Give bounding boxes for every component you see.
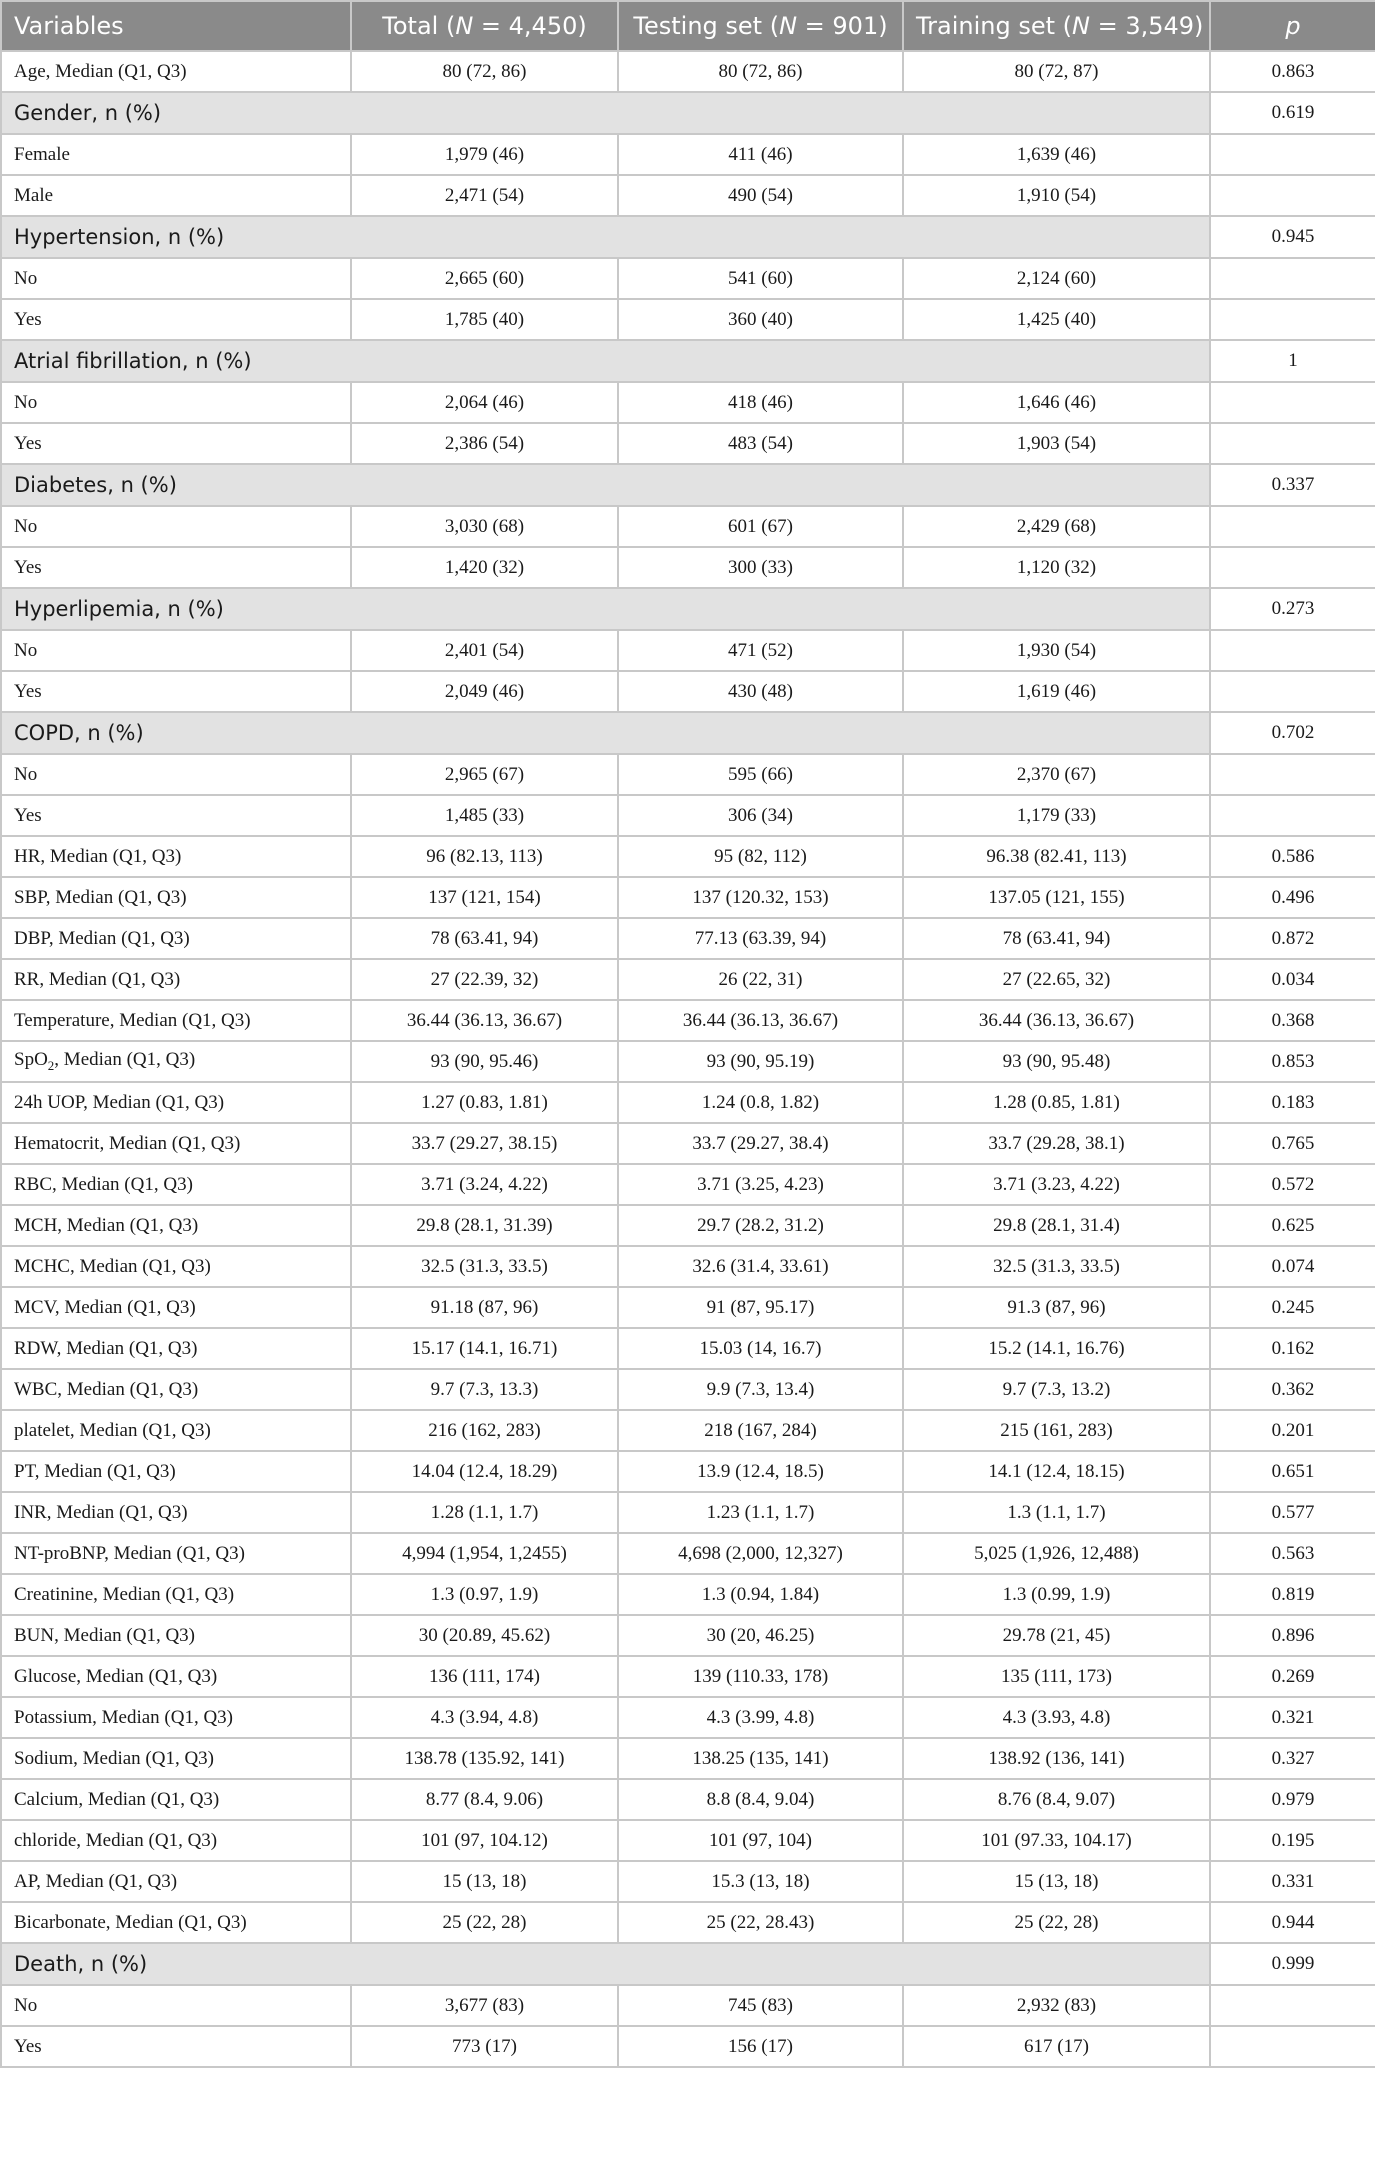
table-row <box>1 1779 1375 1820</box>
p-value-cell: 0.245 <box>1210 1287 1375 1328</box>
p-value-cell: 0.572 <box>1210 1164 1375 1205</box>
table-row <box>1 134 1375 175</box>
p-value-cell: 0.872 <box>1210 918 1375 959</box>
table-row <box>1 1123 1375 1164</box>
training-cell: 8.76 (8.4, 9.07) <box>903 1779 1210 1820</box>
training-cell: 2,932 (83) <box>903 1985 1210 2026</box>
p-value-cell: 0.853 <box>1210 1041 1375 1082</box>
group-label: Atrial fibrillation, n (%) <box>1 340 1210 382</box>
testing-cell: 139 (110.33, 178) <box>618 1656 903 1697</box>
total-cell: 2,064 (46) <box>351 382 618 423</box>
total-cell: 33.7 (29.27, 38.15) <box>351 1123 618 1164</box>
testing-cell: 30 (20, 46.25) <box>618 1615 903 1656</box>
testing-cell: 33.7 (29.27, 38.4) <box>618 1123 903 1164</box>
testing-cell: 483 (54) <box>618 423 903 464</box>
testing-cell: 360 (40) <box>618 299 903 340</box>
training-cell: 29.78 (21, 45) <box>903 1615 1210 1656</box>
testing-cell: 490 (54) <box>618 175 903 216</box>
group-header-row <box>1 340 1375 382</box>
testing-cell: 95 (82, 112) <box>618 836 903 877</box>
header-variables: Variables <box>1 1 351 51</box>
variable-label: Creatinine, Median (Q1, Q3) <box>1 1574 351 1615</box>
variable-label: Yes <box>1 2026 351 2067</box>
variable-label: MCV, Median (Q1, Q3) <box>1 1287 351 1328</box>
training-cell: 1,930 (54) <box>903 630 1210 671</box>
header-total: Total (N = 4,450) <box>351 1 618 51</box>
training-cell: 93 (90, 95.48) <box>903 1041 1210 1082</box>
p-value-cell: 0.162 <box>1210 1328 1375 1369</box>
variable-label: RDW, Median (Q1, Q3) <box>1 1328 351 1369</box>
table-row <box>1 506 1375 547</box>
testing-cell: 15.03 (14, 16.7) <box>618 1328 903 1369</box>
group-header-row <box>1 712 1375 754</box>
training-cell: 78 (63.41, 94) <box>903 918 1210 959</box>
variable-label: Potassium, Median (Q1, Q3) <box>1 1697 351 1738</box>
p-value-cell: 0.496 <box>1210 877 1375 918</box>
p-value-cell: 0.999 <box>1210 1943 1375 1985</box>
variable-label: WBC, Median (Q1, Q3) <box>1 1369 351 1410</box>
variable-label: chloride, Median (Q1, Q3) <box>1 1820 351 1861</box>
p-value-cell: 0.327 <box>1210 1738 1375 1779</box>
table-row <box>1 754 1375 795</box>
training-cell: 29.8 (28.1, 31.4) <box>903 1205 1210 1246</box>
total-cell: 3,030 (68) <box>351 506 618 547</box>
table-row <box>1 1738 1375 1779</box>
total-cell: 1,420 (32) <box>351 547 618 588</box>
testing-cell: 541 (60) <box>618 258 903 299</box>
variable-label: Yes <box>1 423 351 464</box>
variable-label: No <box>1 630 351 671</box>
training-cell: 101 (97.33, 104.17) <box>903 1820 1210 1861</box>
table-row <box>1 795 1375 836</box>
total-cell: 1,485 (33) <box>351 795 618 836</box>
variable-label: Calcium, Median (Q1, Q3) <box>1 1779 351 1820</box>
table-row <box>1 1328 1375 1369</box>
group-header-row <box>1 1943 1375 1985</box>
total-cell: 2,386 (54) <box>351 423 618 464</box>
testing-cell: 91 (87, 95.17) <box>618 1287 903 1328</box>
testing-cell: 36.44 (36.13, 36.67) <box>618 1000 903 1041</box>
testing-cell: 80 (72, 86) <box>618 51 903 92</box>
p-value-cell: 0.619 <box>1210 92 1375 134</box>
table-row <box>1 918 1375 959</box>
p-value-cell: 0.863 <box>1210 51 1375 92</box>
testing-cell: 4,698 (2,000, 12,327) <box>618 1533 903 1574</box>
table-row <box>1 1410 1375 1451</box>
table-row <box>1 423 1375 464</box>
testing-cell: 77.13 (63.39, 94) <box>618 918 903 959</box>
training-cell: 32.5 (31.3, 33.5) <box>903 1246 1210 1287</box>
testing-cell: 745 (83) <box>618 1985 903 2026</box>
p-value-cell: 0.337 <box>1210 464 1375 506</box>
testing-cell: 1.23 (1.1, 1.7) <box>618 1492 903 1533</box>
variable-label: RBC, Median (Q1, Q3) <box>1 1164 351 1205</box>
variable-label: Sodium, Median (Q1, Q3) <box>1 1738 351 1779</box>
group-label: Death, n (%) <box>1 1943 1210 1985</box>
training-cell: 91.3 (87, 96) <box>903 1287 1210 1328</box>
training-cell: 215 (161, 283) <box>903 1410 1210 1451</box>
p-value-cell: 0.034 <box>1210 959 1375 1000</box>
variable-label: Yes <box>1 795 351 836</box>
total-cell: 2,471 (54) <box>351 175 618 216</box>
testing-cell: 430 (48) <box>618 671 903 712</box>
variable-label: DBP, Median (Q1, Q3) <box>1 918 351 959</box>
total-cell: 4,994 (1,954, 1,2455) <box>351 1533 618 1574</box>
p-value-cell <box>1210 258 1375 299</box>
p-value-cell: 0.269 <box>1210 1656 1375 1697</box>
table-row <box>1 1574 1375 1615</box>
table-row <box>1 1615 1375 1656</box>
total-cell: 14.04 (12.4, 18.29) <box>351 1451 618 1492</box>
total-cell: 1,979 (46) <box>351 134 618 175</box>
training-cell: 1,120 (32) <box>903 547 1210 588</box>
total-cell: 4.3 (3.94, 4.8) <box>351 1697 618 1738</box>
variable-label: 24h UOP, Median (Q1, Q3) <box>1 1082 351 1123</box>
training-cell: 36.44 (36.13, 36.67) <box>903 1000 1210 1041</box>
group-label: Gender, n (%) <box>1 92 1210 134</box>
training-cell: 3.71 (3.23, 4.22) <box>903 1164 1210 1205</box>
p-value-cell <box>1210 671 1375 712</box>
total-cell: 96 (82.13, 113) <box>351 836 618 877</box>
p-value-cell: 0.651 <box>1210 1451 1375 1492</box>
training-cell: 96.38 (82.41, 113) <box>903 836 1210 877</box>
total-cell: 9.7 (7.3, 13.3) <box>351 1369 618 1410</box>
p-value-cell <box>1210 547 1375 588</box>
p-value-cell: 0.945 <box>1210 216 1375 258</box>
p-value-cell <box>1210 134 1375 175</box>
testing-cell: 156 (17) <box>618 2026 903 2067</box>
training-cell: 2,124 (60) <box>903 258 1210 299</box>
variable-label: BUN, Median (Q1, Q3) <box>1 1615 351 1656</box>
variable-label: Glucose, Median (Q1, Q3) <box>1 1656 351 1697</box>
table-row <box>1 1656 1375 1697</box>
table-row <box>1 1451 1375 1492</box>
variable-label: No <box>1 754 351 795</box>
training-cell: 4.3 (3.93, 4.8) <box>903 1697 1210 1738</box>
total-cell: 3.71 (3.24, 4.22) <box>351 1164 618 1205</box>
p-value-cell <box>1210 423 1375 464</box>
total-cell: 2,665 (60) <box>351 258 618 299</box>
total-cell: 80 (72, 86) <box>351 51 618 92</box>
training-cell: 2,370 (67) <box>903 754 1210 795</box>
table-row <box>1 1820 1375 1861</box>
header-row <box>1 1 1375 51</box>
training-cell: 15 (13, 18) <box>903 1861 1210 1902</box>
total-cell: 1,785 (40) <box>351 299 618 340</box>
variable-label: No <box>1 258 351 299</box>
table-row <box>1 959 1375 1000</box>
training-cell: 1,425 (40) <box>903 299 1210 340</box>
training-cell: 1,910 (54) <box>903 175 1210 216</box>
p-value-cell: 0.201 <box>1210 1410 1375 1451</box>
p-value-cell: 0.577 <box>1210 1492 1375 1533</box>
training-cell: 9.7 (7.3, 13.2) <box>903 1369 1210 1410</box>
variable-label: Yes <box>1 671 351 712</box>
table-row <box>1 1082 1375 1123</box>
training-cell: 1,646 (46) <box>903 382 1210 423</box>
training-cell: 138.92 (136, 141) <box>903 1738 1210 1779</box>
p-value-cell <box>1210 2026 1375 2067</box>
variable-label: SBP, Median (Q1, Q3) <box>1 877 351 918</box>
table-row <box>1 1369 1375 1410</box>
testing-cell: 15.3 (13, 18) <box>618 1861 903 1902</box>
table-row <box>1 1287 1375 1328</box>
training-cell: 80 (72, 87) <box>903 51 1210 92</box>
total-cell: 1.28 (1.1, 1.7) <box>351 1492 618 1533</box>
table-row <box>1 299 1375 340</box>
total-cell: 8.77 (8.4, 9.06) <box>351 1779 618 1820</box>
p-value-cell <box>1210 299 1375 340</box>
table-row <box>1 1533 1375 1574</box>
variable-label: Female <box>1 134 351 175</box>
variable-label: No <box>1 382 351 423</box>
testing-cell: 1.3 (0.94, 1.84) <box>618 1574 903 1615</box>
p-value-cell <box>1210 795 1375 836</box>
p-value-cell <box>1210 1985 1375 2026</box>
variable-label: No <box>1 506 351 547</box>
group-header-row <box>1 92 1375 134</box>
variable-label: INR, Median (Q1, Q3) <box>1 1492 351 1533</box>
testing-cell: 25 (22, 28.43) <box>618 1902 903 1943</box>
variable-label: AP, Median (Q1, Q3) <box>1 1861 351 1902</box>
variable-label: HR, Median (Q1, Q3) <box>1 836 351 877</box>
total-cell: 1.27 (0.83, 1.81) <box>351 1082 618 1123</box>
variable-label: No <box>1 1985 351 2026</box>
training-cell: 617 (17) <box>903 2026 1210 2067</box>
training-cell: 1,639 (46) <box>903 134 1210 175</box>
training-cell: 1.3 (1.1, 1.7) <box>903 1492 1210 1533</box>
training-cell: 1.28 (0.85, 1.81) <box>903 1082 1210 1123</box>
total-cell: 78 (63.41, 94) <box>351 918 618 959</box>
training-cell: 33.7 (29.28, 38.1) <box>903 1123 1210 1164</box>
total-cell: 91.18 (87, 96) <box>351 1287 618 1328</box>
total-cell: 1.3 (0.97, 1.9) <box>351 1574 618 1615</box>
testing-cell: 13.9 (12.4, 18.5) <box>618 1451 903 1492</box>
testing-cell: 32.6 (31.4, 33.61) <box>618 1246 903 1287</box>
table-row <box>1 1861 1375 1902</box>
table-row <box>1 1492 1375 1533</box>
training-cell: 135 (111, 173) <box>903 1656 1210 1697</box>
group-label: Hyperlipemia, n (%) <box>1 588 1210 630</box>
group-label: Hypertension, n (%) <box>1 216 1210 258</box>
total-cell: 216 (162, 283) <box>351 1410 618 1451</box>
group-label: Diabetes, n (%) <box>1 464 1210 506</box>
table-row <box>1 1041 1375 1082</box>
total-cell: 32.5 (31.3, 33.5) <box>351 1246 618 1287</box>
header-p-value: p <box>1210 1 1375 51</box>
variable-label: MCHC, Median (Q1, Q3) <box>1 1246 351 1287</box>
table-row <box>1 1697 1375 1738</box>
variable-label: Bicarbonate, Median (Q1, Q3) <box>1 1902 351 1943</box>
training-cell: 2,429 (68) <box>903 506 1210 547</box>
variable-label: Male <box>1 175 351 216</box>
total-cell: 2,401 (54) <box>351 630 618 671</box>
table-row <box>1 1985 1375 2026</box>
p-value-cell: 0.563 <box>1210 1533 1375 1574</box>
testing-cell: 137 (120.32, 153) <box>618 877 903 918</box>
variable-label: Yes <box>1 547 351 588</box>
testing-cell: 300 (33) <box>618 547 903 588</box>
p-value-cell <box>1210 506 1375 547</box>
testing-cell: 8.8 (8.4, 9.04) <box>618 1779 903 1820</box>
table-row <box>1 1000 1375 1041</box>
testing-cell: 306 (34) <box>618 795 903 836</box>
header-testing-set: Testing set (N = 901) <box>618 1 903 51</box>
table-row <box>1 1246 1375 1287</box>
testing-cell: 29.7 (28.2, 31.2) <box>618 1205 903 1246</box>
total-cell: 773 (17) <box>351 2026 618 2067</box>
training-cell: 1,619 (46) <box>903 671 1210 712</box>
table-row <box>1 630 1375 671</box>
training-cell: 15.2 (14.1, 16.76) <box>903 1328 1210 1369</box>
testing-cell: 3.71 (3.25, 4.23) <box>618 1164 903 1205</box>
p-value-cell: 0.195 <box>1210 1820 1375 1861</box>
table-row <box>1 671 1375 712</box>
table-row <box>1 382 1375 423</box>
total-cell: 2,965 (67) <box>351 754 618 795</box>
testing-cell: 471 (52) <box>618 630 903 671</box>
table-row <box>1 1902 1375 1943</box>
training-cell: 137.05 (121, 155) <box>903 877 1210 918</box>
p-value-cell: 1 <box>1210 340 1375 382</box>
table-row <box>1 1164 1375 1205</box>
p-value-cell <box>1210 754 1375 795</box>
total-cell: 36.44 (36.13, 36.67) <box>351 1000 618 1041</box>
p-value-cell: 0.625 <box>1210 1205 1375 1246</box>
p-value-cell: 0.819 <box>1210 1574 1375 1615</box>
p-value-cell: 0.183 <box>1210 1082 1375 1123</box>
p-value-cell: 0.273 <box>1210 588 1375 630</box>
testing-cell: 218 (167, 284) <box>618 1410 903 1451</box>
table-row <box>1 51 1375 92</box>
testing-cell: 601 (67) <box>618 506 903 547</box>
total-cell: 30 (20.89, 45.62) <box>351 1615 618 1656</box>
total-cell: 2,049 (46) <box>351 671 618 712</box>
p-value-cell: 0.331 <box>1210 1861 1375 1902</box>
testing-cell: 9.9 (7.3, 13.4) <box>618 1369 903 1410</box>
p-value-cell <box>1210 175 1375 216</box>
total-cell: 15.17 (14.1, 16.71) <box>351 1328 618 1369</box>
total-cell: 29.8 (28.1, 31.39) <box>351 1205 618 1246</box>
variable-label: Age, Median (Q1, Q3) <box>1 51 351 92</box>
testing-cell: 411 (46) <box>618 134 903 175</box>
p-value-cell: 0.074 <box>1210 1246 1375 1287</box>
p-value-cell: 0.321 <box>1210 1697 1375 1738</box>
p-value-cell: 0.362 <box>1210 1369 1375 1410</box>
variable-label: Yes <box>1 299 351 340</box>
variable-label: platelet, Median (Q1, Q3) <box>1 1410 351 1451</box>
table-row <box>1 877 1375 918</box>
testing-cell: 1.24 (0.8, 1.82) <box>618 1082 903 1123</box>
p-value-cell <box>1210 630 1375 671</box>
total-cell: 138.78 (135.92, 141) <box>351 1738 618 1779</box>
variable-label: NT-proBNP, Median (Q1, Q3) <box>1 1533 351 1574</box>
training-cell: 1.3 (0.99, 1.9) <box>903 1574 1210 1615</box>
training-cell: 27 (22.65, 32) <box>903 959 1210 1000</box>
testing-cell: 418 (46) <box>618 382 903 423</box>
p-value-cell <box>1210 382 1375 423</box>
p-value-cell: 0.979 <box>1210 1779 1375 1820</box>
testing-cell: 26 (22, 31) <box>618 959 903 1000</box>
p-value-cell: 0.586 <box>1210 836 1375 877</box>
training-cell: 1,179 (33) <box>903 795 1210 836</box>
p-value-cell: 0.765 <box>1210 1123 1375 1164</box>
p-value-cell: 0.702 <box>1210 712 1375 754</box>
total-cell: 136 (111, 174) <box>351 1656 618 1697</box>
p-value-cell: 0.368 <box>1210 1000 1375 1041</box>
total-cell: 27 (22.39, 32) <box>351 959 618 1000</box>
group-label: COPD, n (%) <box>1 712 1210 754</box>
table-row <box>1 547 1375 588</box>
p-value-cell: 0.944 <box>1210 1902 1375 1943</box>
table-row <box>1 175 1375 216</box>
variable-label: SpO$_2$, Median (Q1, Q3) <box>1 1041 351 1082</box>
testing-cell: 93 (90, 95.19) <box>618 1041 903 1082</box>
variable-label: PT, Median (Q1, Q3) <box>1 1451 351 1492</box>
testing-cell: 595 (66) <box>618 754 903 795</box>
total-cell: 101 (97, 104.12) <box>351 1820 618 1861</box>
training-cell: 1,903 (54) <box>903 423 1210 464</box>
table-row <box>1 1205 1375 1246</box>
header-training-set: Training set (N = 3,549) <box>903 1 1210 51</box>
total-cell: 15 (13, 18) <box>351 1861 618 1902</box>
table-header <box>1 1 1375 51</box>
variable-label: MCH, Median (Q1, Q3) <box>1 1205 351 1246</box>
training-cell: 25 (22, 28) <box>903 1902 1210 1943</box>
group-header-row <box>1 216 1375 258</box>
testing-cell: 138.25 (135, 141) <box>618 1738 903 1779</box>
group-header-row <box>1 464 1375 506</box>
total-cell: 3,677 (83) <box>351 1985 618 2026</box>
group-header-row <box>1 588 1375 630</box>
variable-label: RR, Median (Q1, Q3) <box>1 959 351 1000</box>
table-body <box>1 51 1375 2067</box>
p-value-cell: 0.896 <box>1210 1615 1375 1656</box>
training-cell: 5,025 (1,926, 12,488) <box>903 1533 1210 1574</box>
total-cell: 25 (22, 28) <box>351 1902 618 1943</box>
testing-cell: 4.3 (3.99, 4.8) <box>618 1697 903 1738</box>
total-cell: 137 (121, 154) <box>351 877 618 918</box>
testing-cell: 101 (97, 104) <box>618 1820 903 1861</box>
variable-label: Temperature, Median (Q1, Q3) <box>1 1000 351 1041</box>
total-cell: 93 (90, 95.46) <box>351 1041 618 1082</box>
table-row <box>1 836 1375 877</box>
table-row <box>1 258 1375 299</box>
variable-label: Hematocrit, Median (Q1, Q3) <box>1 1123 351 1164</box>
table-row <box>1 2026 1375 2067</box>
training-cell: 14.1 (12.4, 18.15) <box>903 1451 1210 1492</box>
